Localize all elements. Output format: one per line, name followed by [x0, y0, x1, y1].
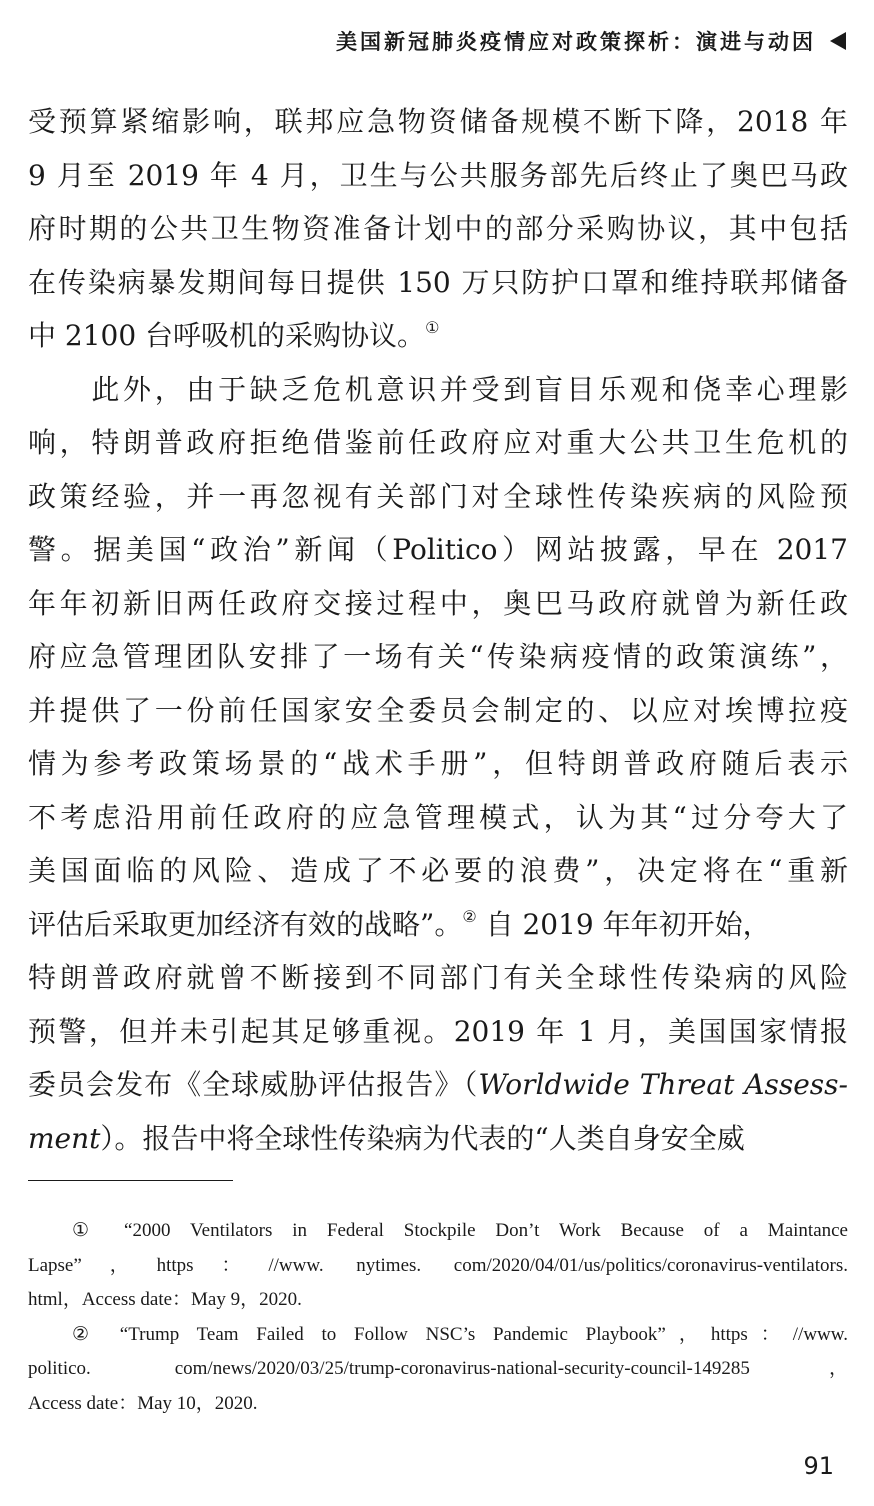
footnotes: [28, 1214, 848, 1421]
body-line: 府应急管理团队安排了一场有关“传染病疫情的政策演练”，: [28, 640, 848, 673]
footnote-ref-1[interactable]: ①: [425, 318, 440, 337]
left-triangle-icon: [830, 32, 846, 50]
footnote-2-line[interactable]: ② “Trump Team Failed to Follow NSC’s Pandemic Playbook”，https：//www.: [72, 1323, 848, 1345]
footnote-2-line: Access date：May 10，2020.: [28, 1392, 258, 1414]
body-line-text: 委员会发布《全球威胁评估报告》（: [28, 1068, 479, 1101]
footnote-divider: [28, 1180, 233, 1181]
body-line: [28, 1112, 848, 1166]
footnote-1-line: html，Access date：May 9，2020.: [28, 1289, 302, 1310]
body-line: 不考虑沿用前任政府的应急管理模式，认为其“过分夸大了: [28, 800, 848, 834]
body-line: [28, 1058, 848, 1112]
body-line: [28, 898, 848, 952]
body-line: 在传染病暴发期间每日提供 150 万只防护口罩和维持联邦储备: [28, 265, 848, 299]
report-title-english: Worldwide Threat Assess-: [478, 1068, 848, 1101]
running-title: 美国新冠肺炎疫情应对政策探析：演进与动因: [336, 30, 816, 54]
body-line-text: 评估后采取更加经济有效的战略”。: [28, 907, 463, 941]
footnote-2-line[interactable]: politico. com/news/2020/03/25/trump-coronavirus-national-security-council-149285，: [28, 1358, 848, 1379]
footnote-ref-2[interactable]: ②: [462, 906, 477, 926]
footnote-1-line[interactable]: Lapse”，https：//www. nytimes. com/2020/04/01/us/politics/coronavirus-ventilators.: [28, 1254, 848, 1276]
body-line: 并提供了一份前任国家安全委员会制定的、以应对埃博拉疫: [28, 693, 848, 727]
body-text: [28, 95, 848, 1165]
body-line-text: ）。报告中将全球性传染病为代表的“人类自身安全威: [100, 1121, 745, 1155]
body-line: 美国面临的风险、造成了不必要的浪费”，决定将在“重新: [28, 854, 848, 887]
body-line: 预警，但并未引起其足够重视。2019 年 1 月，美国国家情报: [28, 1014, 848, 1048]
footnote-1-line: ① “2000 Ventilators in Federal Stockpile Don’t Work Because of a Maintance: [72, 1220, 848, 1241]
body-line: 特朗普政府就曾不断接到不同部门有关全球性传染病的风险: [28, 961, 848, 994]
body-line-text: 中 2100 台呼吸机的采购协议。: [28, 319, 426, 352]
body-line: 年年初新旧两任政府交接过程中，奥巴马政府就曾为新任政: [28, 586, 848, 620]
body-line-text: 自 2019 年年初开始，: [476, 907, 771, 941]
body-line: 警。据美国“政治”新闻（Politico）网站披露，早在 2017: [28, 533, 848, 566]
running-header: [336, 26, 846, 56]
body-line: 政策经验，并一再忽视有关部门对全球性传染疾病的风险预: [28, 479, 848, 513]
body-line: 府时期的公共卫生物资准备计划中的部分采购协议，其中包括: [28, 212, 848, 245]
body-line: 9 月至 2019 年 4 月，卫生与公共服务部先后终止了奥巴马政: [28, 158, 848, 192]
page-number: 91: [803, 1452, 834, 1480]
body-line: 情为参考政策场景的“战术手册”，但特朗普政府随后表示: [28, 747, 848, 780]
body-line: 响，特朗普政府拒绝借鉴前任政府应对重大公共卫生危机的: [28, 426, 848, 459]
report-title-english-cont: ment: [28, 1121, 101, 1155]
body-line: 受预算紧缩影响，联邦应急物资储备规模不断下降，2018 年: [28, 105, 848, 138]
body-line: [28, 309, 848, 363]
body-line: 此外，由于缺乏危机意识并受到盲目乐观和侥幸心理影: [28, 372, 848, 406]
